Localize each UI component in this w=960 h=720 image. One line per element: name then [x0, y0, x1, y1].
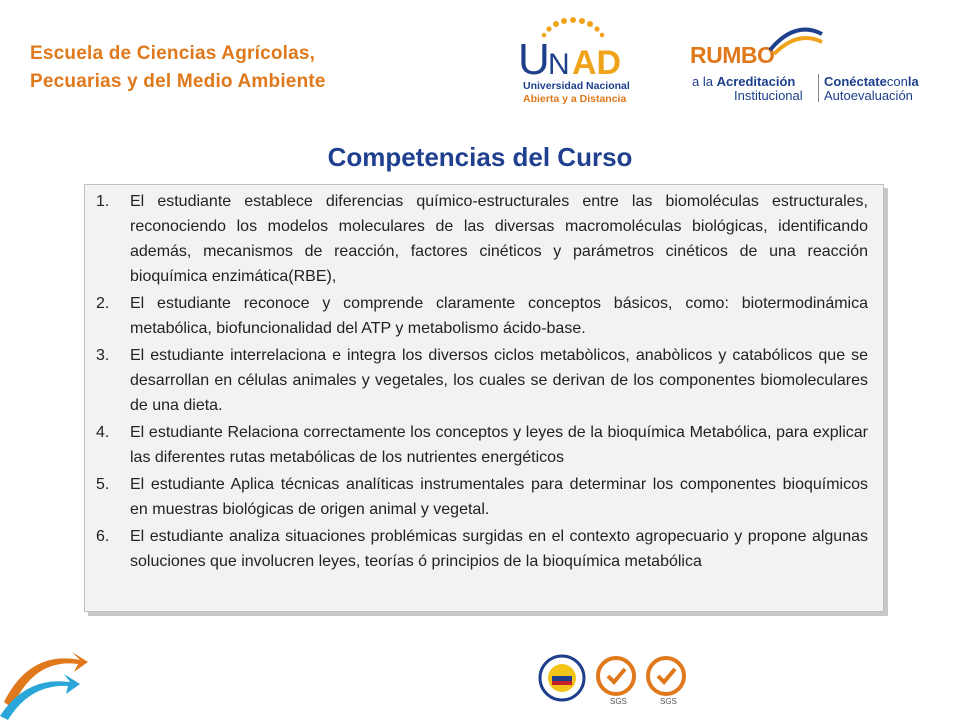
- sgs-label: SGS: [660, 697, 677, 706]
- list-item-text: El estudiante Relaciona correctamente los conceptos y leyes de la bioquímica Metabólica, para explicar las diferentes rutas metabólicas de los nutrientes energéticos: [130, 424, 868, 466]
- page-title: Competencias del Curso: [327, 142, 633, 172]
- unad-line1: Universidad Nacional: [523, 80, 630, 92]
- conectate-b: con: [886, 74, 908, 89]
- list-item: [96, 524, 868, 574]
- svg-text:U: U: [518, 35, 550, 84]
- list-item: [96, 472, 868, 522]
- list-item-text: El estudiante reconoce y comprende claramente conceptos básicos, como: biotermodinámica metabólica, biofuncionalidad del ATP y metabolismo ácido-base.: [130, 295, 868, 337]
- school-name-line2: Pecuarias y del Medio Ambiente: [30, 71, 326, 92]
- list-item-number: 2.: [96, 295, 110, 312]
- colombia-seal-icon: [540, 656, 584, 700]
- school-name-line1: Escuela de Ciencias Agrícolas,: [30, 43, 316, 64]
- list-item-number: 3.: [96, 347, 110, 364]
- competencias-list: [96, 189, 868, 576]
- conectate-line2: Autoevaluación: [824, 88, 913, 103]
- list-item-number: 4.: [96, 424, 110, 441]
- list-item-text: El estudiante interrelaciona e integra los diversos ciclos metabòlicos, anabòlicos y catabólicos que se desarrollan en células animales y vegetales, los cuales se derivan de los componentes biomoleculares de una dieta.: [130, 347, 868, 414]
- rumbo-arcs-icon: [760, 20, 830, 60]
- svg-text:N: N: [548, 48, 570, 81]
- rumbo-divider: [818, 74, 819, 102]
- school-name: [30, 40, 326, 96]
- unad-logo: [518, 16, 640, 126]
- list-item: [96, 291, 868, 341]
- svg-text:AD: AD: [572, 44, 622, 82]
- unad-name: [523, 80, 653, 106]
- rumbo-title: RUMBO: [690, 42, 775, 68]
- rumbo-line1-b: Acreditación: [716, 74, 796, 89]
- rumbo-line1-a: a la: [692, 74, 717, 89]
- rumbo-line1: [692, 74, 795, 89]
- list-item-number: 6.: [96, 528, 110, 545]
- unad-line2: Abierta y a Distancia: [523, 93, 627, 105]
- sgs-label: SGS: [610, 697, 627, 706]
- sgs-seal-icon: [598, 658, 634, 706]
- list-item: [96, 189, 868, 289]
- list-item-text: El estudiante Aplica técnicas analíticas instrumentales para determinar los componentes bioquímicos en muestras biológicas de origen animal y vegetal.: [130, 476, 868, 518]
- conectate-line1: [824, 74, 919, 89]
- swoosh-arrows-icon: [0, 630, 90, 720]
- certification-seals: [538, 650, 698, 708]
- list-item-number: 1.: [96, 193, 110, 210]
- list-item: [96, 343, 868, 418]
- list-item-text: El estudiante establece diferencias químico-estructurales entre las biomoléculas estructurales, reconociendo los modelos moleculares de las diversas macromoléculas biológicas, identificando además, mecanismos de reacción, factores cinéticos y parámetros cinéticos de una reacción bioquímica enzimática(RBE),: [130, 193, 868, 285]
- rumbo-line2: Institucional: [734, 88, 803, 103]
- list-item: [96, 420, 868, 470]
- sgs-seal-icon: [648, 658, 684, 706]
- conectate-c: la: [907, 74, 919, 89]
- list-item-number: 5.: [96, 476, 110, 493]
- list-item-text: El estudiante analiza situaciones problémicas surgidas en el contexto agropecuario y propone algunas soluciones que involucren leyes, teorías ó principios de la bioquímica metabólica: [130, 528, 868, 570]
- conectate-a: Conéctate: [824, 74, 887, 89]
